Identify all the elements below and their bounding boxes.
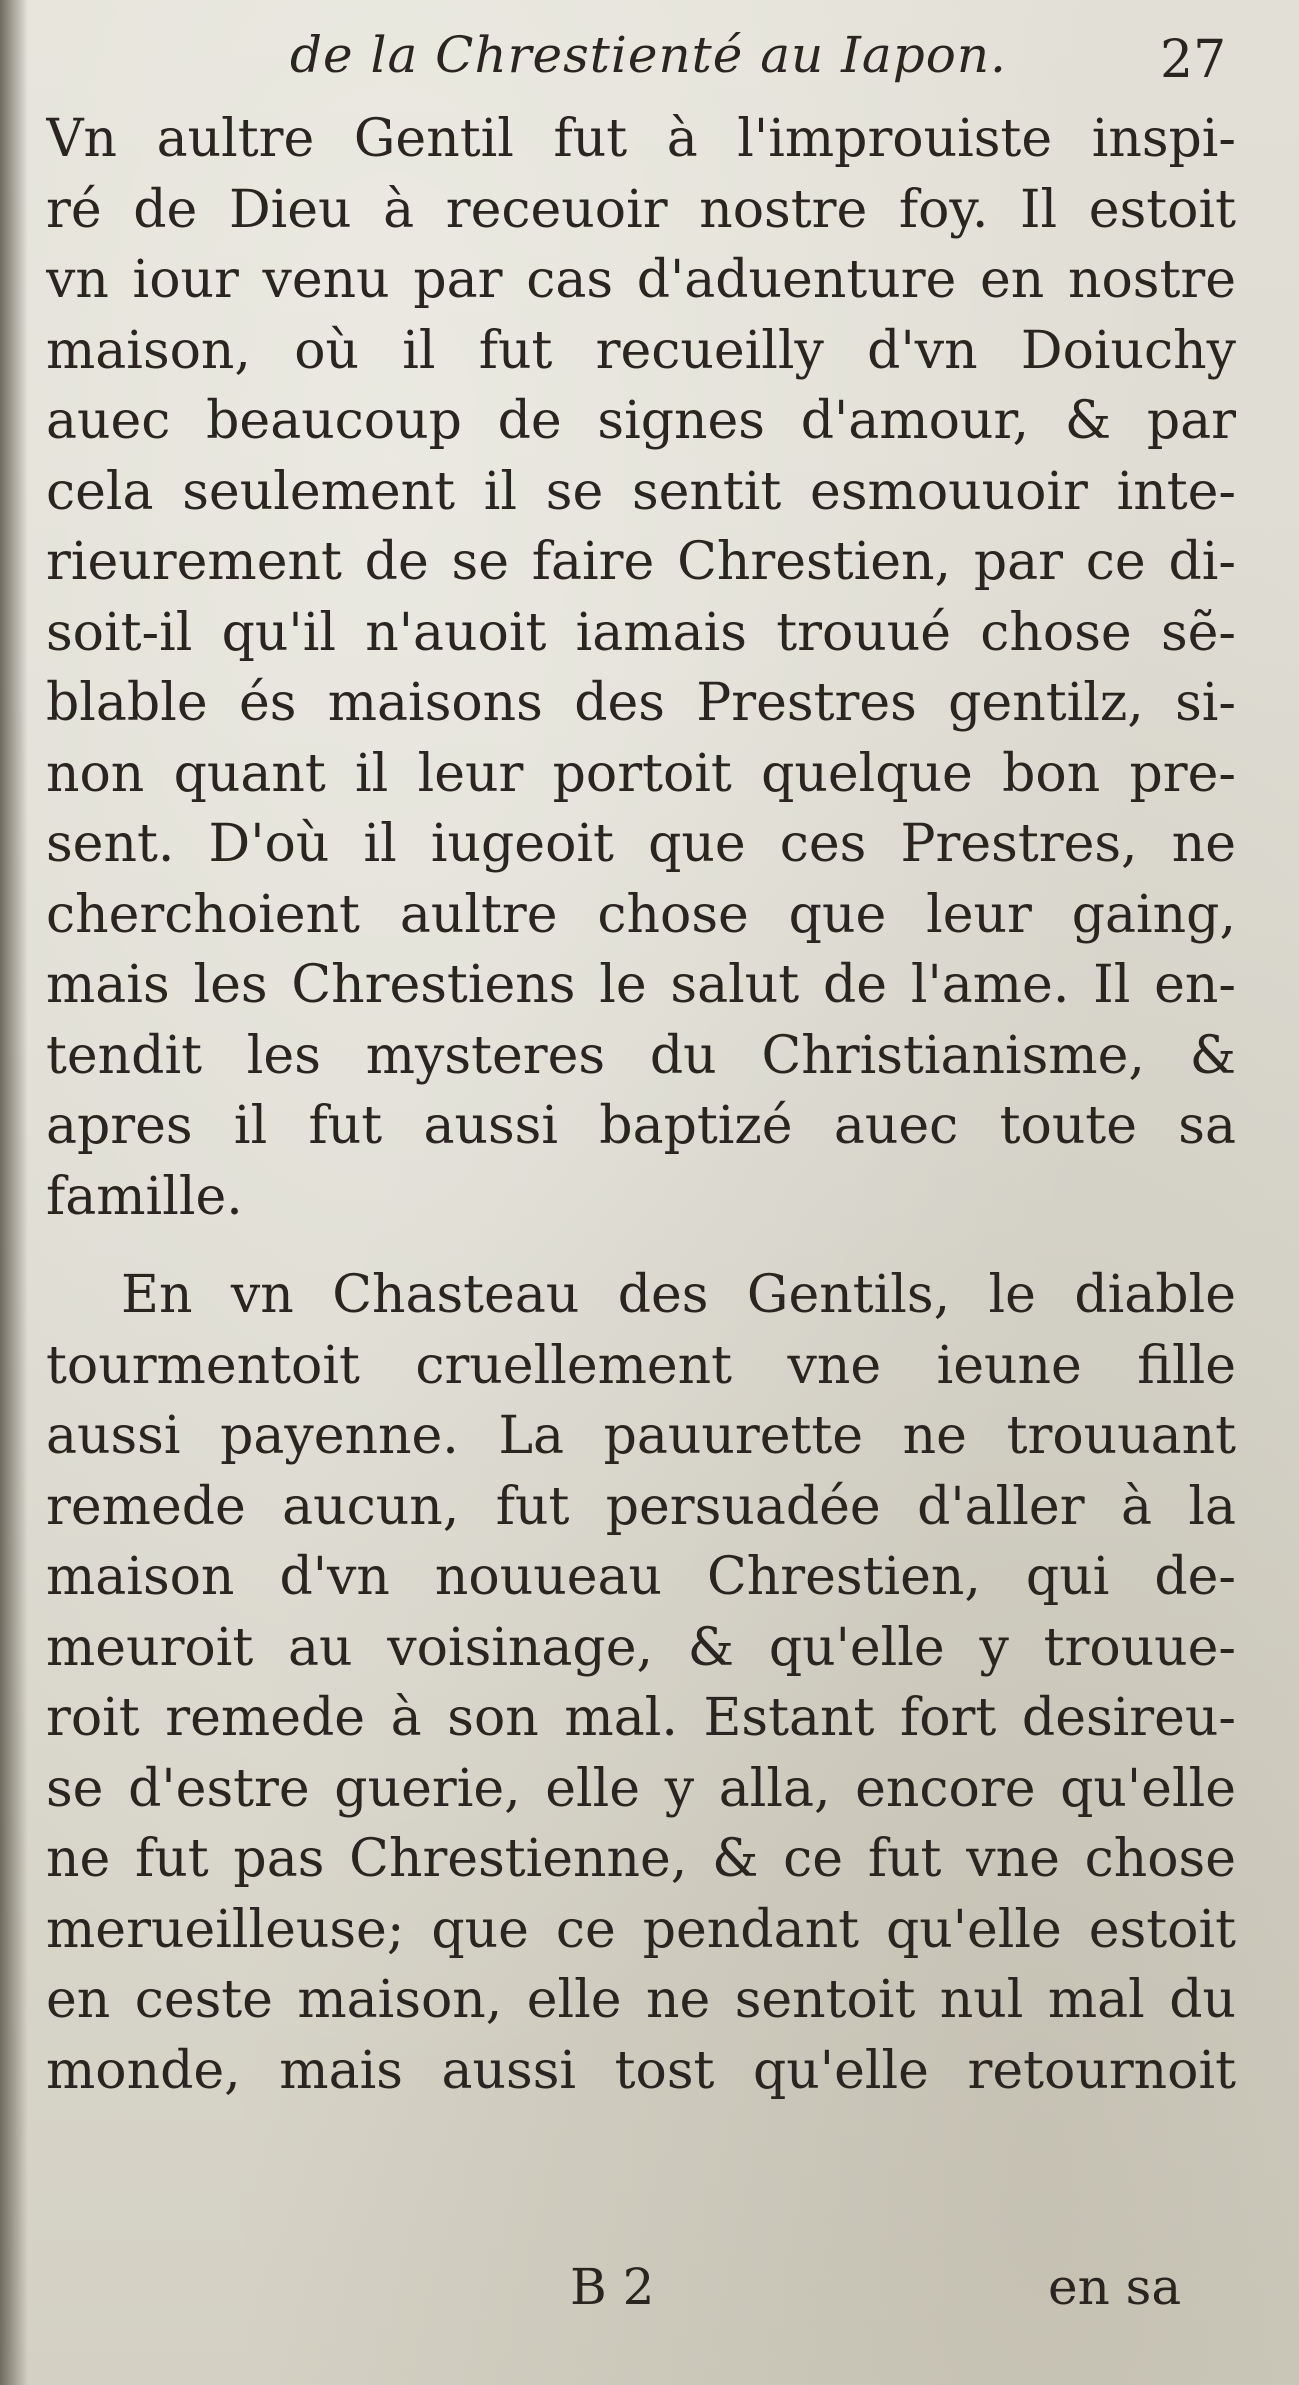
text-line: mais les Chrestiens le salut de l'ame. Il en- xyxy=(46,955,1236,1015)
text-line: ne fut pas Chrestienne, & ce fut vne chose xyxy=(46,1829,1236,1889)
text-line: maison d'vn nouueau Chrestien, qui de- xyxy=(46,1547,1236,1607)
text-line: en ceste maison, elle ne sentoit nul mal du xyxy=(46,1970,1236,2030)
paragraph xyxy=(46,1260,1236,2106)
text-line: famille. xyxy=(46,1166,243,1227)
text-line: ré de Dieu à receuoir nostre foy. Il estoit xyxy=(46,179,1236,240)
text-line: rieurement de se faire Chrestien, par ce di- xyxy=(46,532,1236,592)
text-line: cherchoient aultre chose que leur gaing, xyxy=(46,884,1236,945)
binding-shadow xyxy=(0,0,28,2385)
paragraph xyxy=(46,104,1236,1232)
text-line: cela seulement il se sentit esmouuoir inte- xyxy=(46,461,1236,522)
text-line: tourmentoit cruellement vne ieune fille xyxy=(46,1335,1236,1396)
text-line: remede aucun, fut persuadée d'aller à la xyxy=(46,1476,1236,1537)
paragraph-gap xyxy=(46,1232,1236,1260)
text-line: Vn aultre Gentil fut à l'improuiste inspi- xyxy=(46,109,1236,169)
text-line: se d'estre guerie, elle y alla, encore qu'elle xyxy=(46,1758,1236,1819)
text-line: apres il fut aussi baptizé auec toute sa xyxy=(46,1096,1236,1156)
running-title: de la Chrestienté au Iapon. xyxy=(290,26,1007,84)
text-line: monde, mais aussi tost qu'elle retournoit xyxy=(46,2040,1236,2101)
text-line: auec beaucoup de signes d'amour, & par xyxy=(46,391,1236,451)
page-number: 27 xyxy=(1160,30,1227,90)
text-line: maison, où il fut recueilly d'vn Doiuchy xyxy=(46,320,1236,381)
text-line: non quant il leur portoit quelque bon pre- xyxy=(46,743,1236,804)
text-line: tendit les mysteres du Christianisme, & xyxy=(46,1025,1236,1086)
text-line: merueilleuse; que ce pendant qu'elle estoit xyxy=(46,1899,1236,1960)
text-line: roit remede à son mal. Estant fort desireu- xyxy=(46,1688,1236,1748)
catchword: en sa xyxy=(1048,2258,1182,2316)
text-line: aussi payenne. La pauurette ne trouuant xyxy=(46,1406,1236,1466)
text-line: blable és maisons des Prestres gentilz, si- xyxy=(46,673,1236,733)
text-line: vn iour venu par cas d'aduenture en nostre xyxy=(46,250,1236,310)
text-line: sent. D'où il iugeoit que ces Prestres, ne xyxy=(46,814,1236,874)
text-line: En vn Chasteau des Gentils, le diable xyxy=(121,1265,1236,1325)
text-line: soit-il qu'il n'auoit iamais trouué chose sẽ- xyxy=(46,602,1236,663)
text-line: meuroit au voisinage, & qu'elle y trouue- xyxy=(46,1617,1236,1678)
signature-mark: B 2 xyxy=(570,2258,655,2316)
body-text xyxy=(46,104,1236,2106)
